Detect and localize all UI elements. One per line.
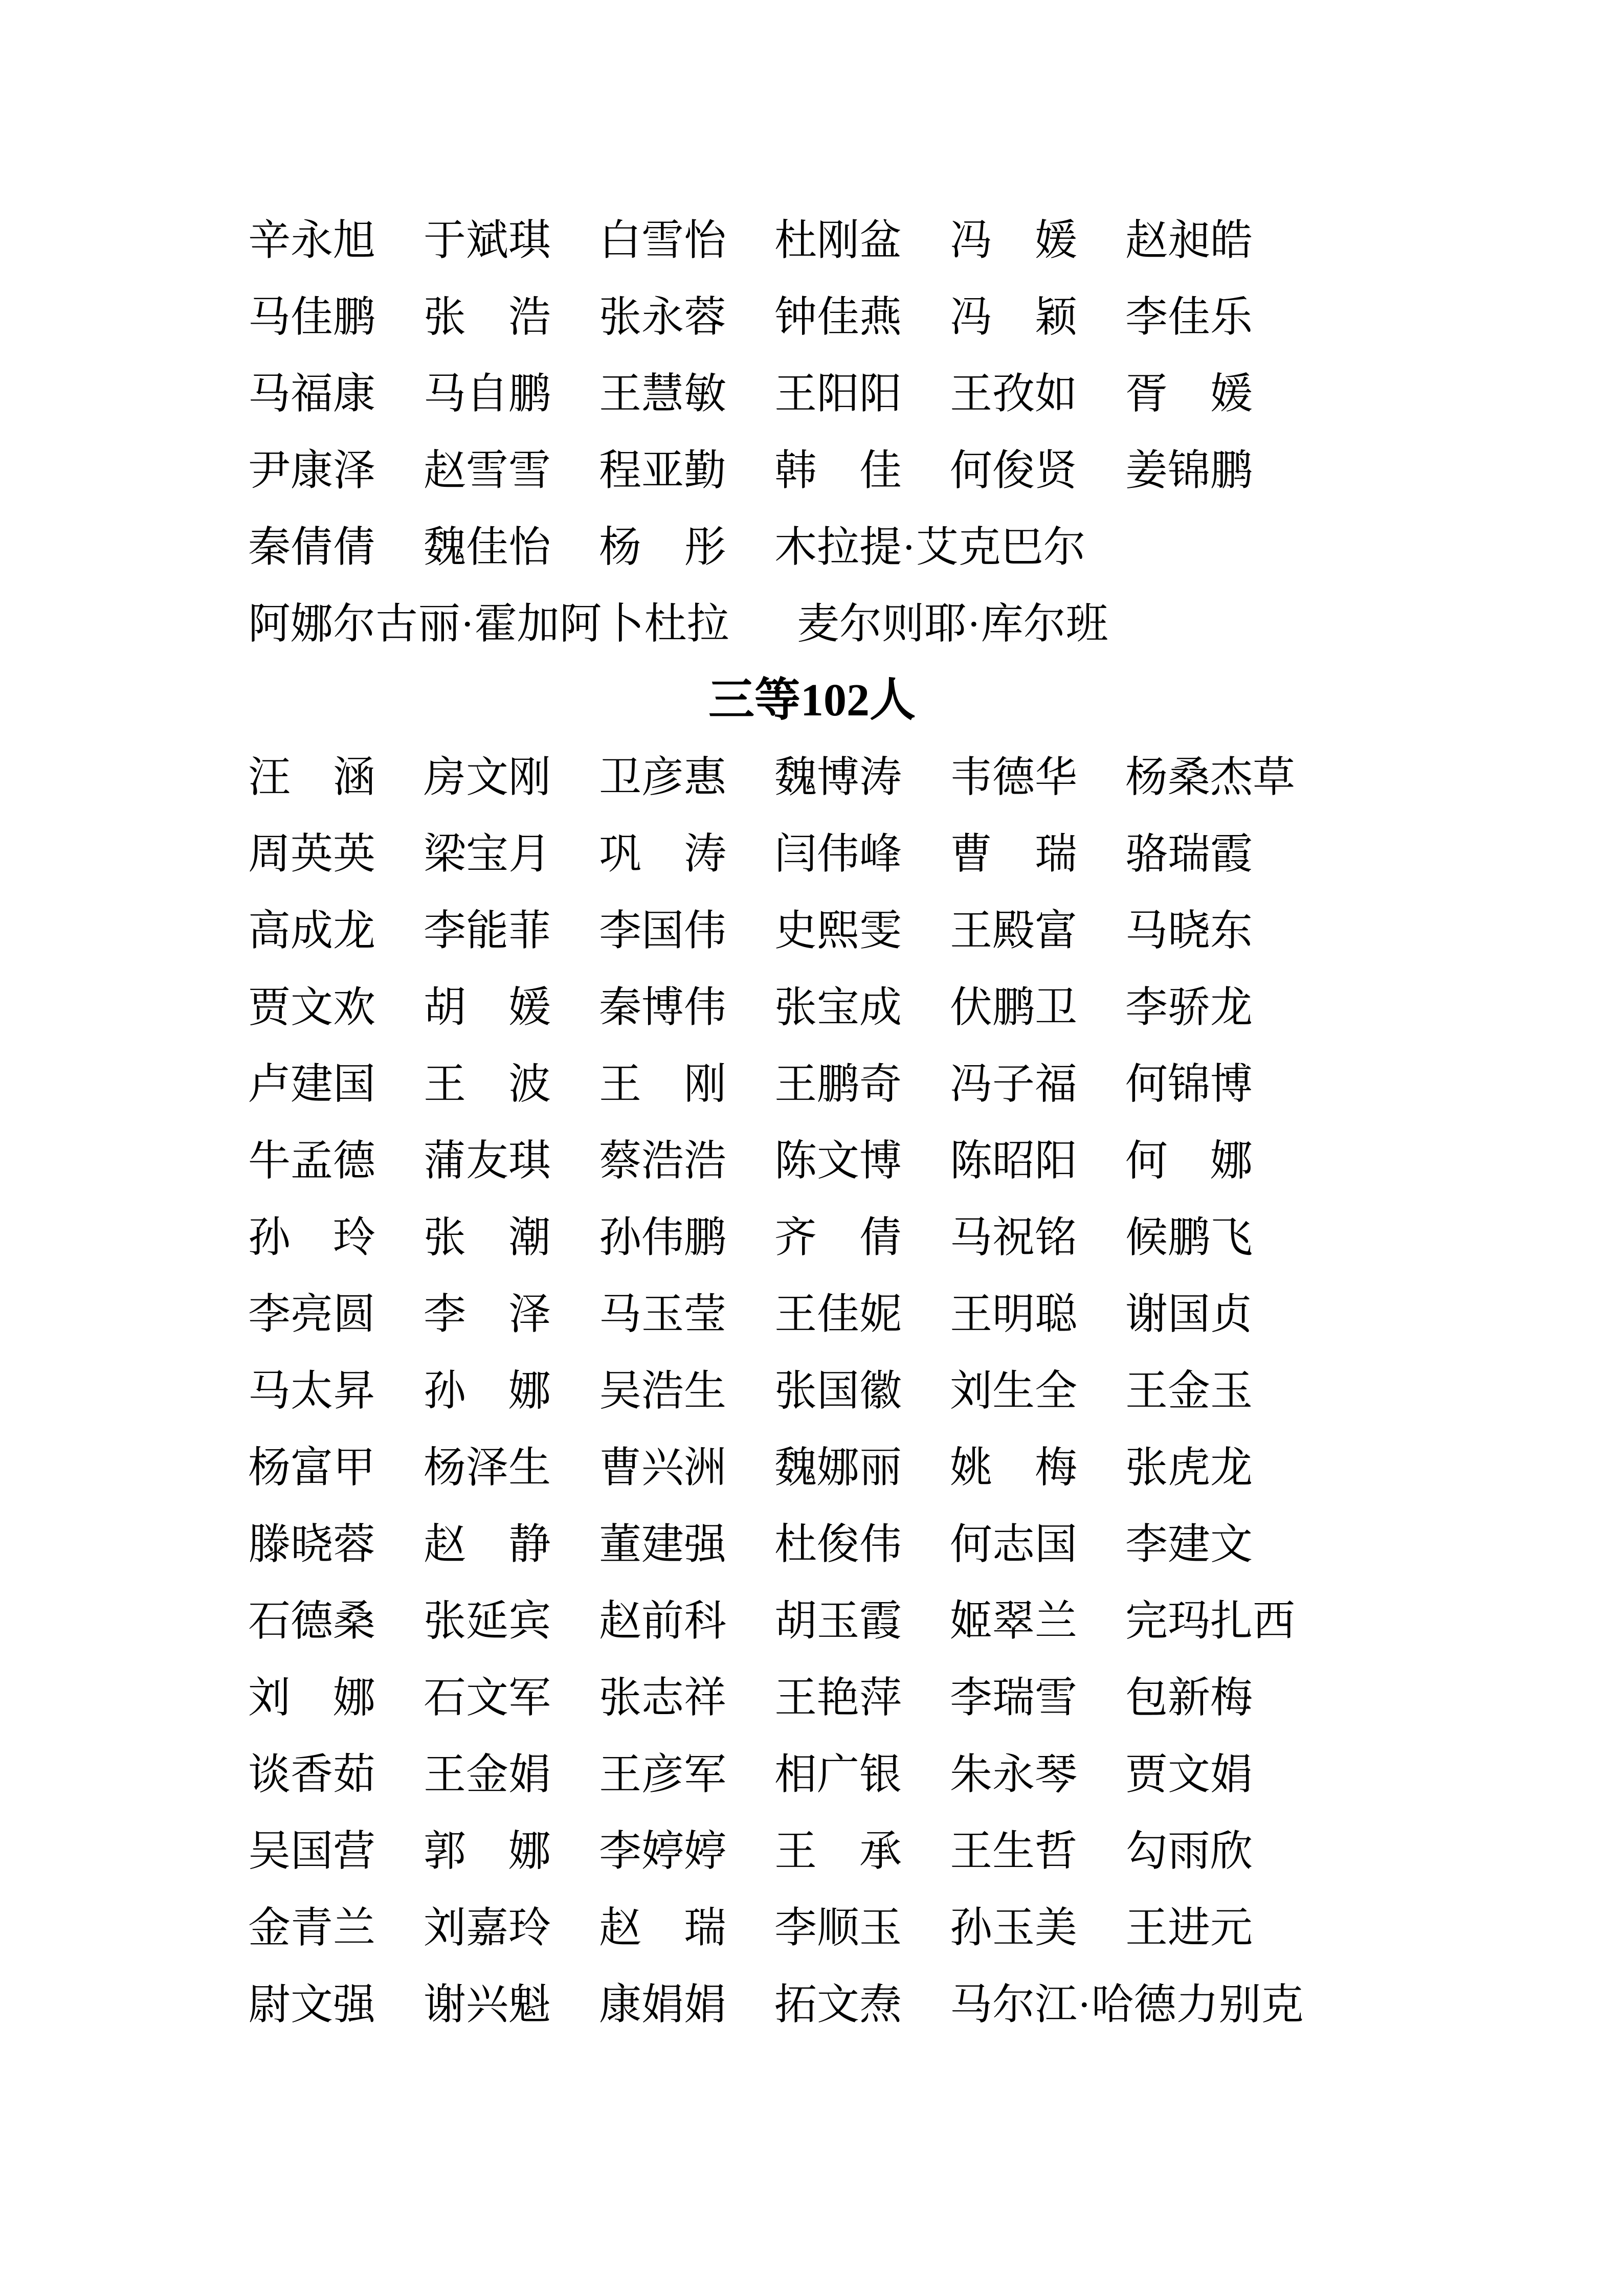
person-name: 牛孟德 [248,1137,375,1184]
name-row [0,739,1624,816]
person-name: 李国伟 [599,907,726,954]
name-row [0,1199,1624,1276]
person-name: 刘 娜 [248,1674,375,1721]
person-name: 姬翠兰 [950,1597,1077,1645]
person-name: 刘嘉玲 [424,1904,551,1951]
name-row [0,1506,1624,1583]
person-name: 马太昇 [248,1367,375,1414]
person-name: 包新梅 [1125,1674,1253,1721]
name-row [0,1276,1624,1353]
person-name: 杨 彤 [599,524,726,571]
person-name: 胥 媛 [1125,370,1253,417]
person-name: 史熙雯 [774,907,902,954]
person-name: 魏娜丽 [774,1444,902,1491]
person-name: 房文刚 [424,754,551,801]
person-name: 杨富甲 [248,1444,375,1491]
name-row [0,1122,1624,1199]
person-name: 滕晓蓉 [248,1521,375,1568]
person-name: 何志国 [950,1521,1077,1568]
person-name: 王彦军 [599,1751,726,1798]
person-name: 曹兴洲 [599,1444,726,1491]
person-name: 王艳萍 [774,1674,902,1721]
person-name: 王金娟 [424,1751,551,1798]
person-name: 孙玉美 [950,1904,1077,1951]
name-row [0,586,1624,662]
person-name: 马晓东 [1125,907,1253,954]
person-name: 勾雨欣 [1125,1828,1253,1875]
person-name: 张国徽 [774,1367,902,1414]
person-name: 马福康 [248,370,375,417]
person-name: 贾文娟 [1125,1751,1253,1798]
person-name: 韦德华 [950,754,1077,801]
person-name: 陈文博 [774,1137,902,1184]
name-row [0,1659,1624,1736]
name-row [0,1813,1624,1889]
person-name: 王 刚 [599,1061,726,1108]
person-name: 张宝成 [774,984,902,1031]
person-name: 王阳阳 [774,370,902,417]
name-row [0,432,1624,509]
person-name: 李婷婷 [599,1828,726,1875]
person-name: 王孜如 [950,370,1077,417]
person-name: 蔡浩浩 [599,1137,726,1184]
name-row [0,1583,1624,1659]
person-name: 谢兴魁 [424,1981,551,2028]
name-row [0,1429,1624,1506]
person-name: 赵昶皓 [1125,217,1253,264]
person-name: 金青兰 [248,1904,375,1951]
person-name: 姜锦鹏 [1125,447,1253,494]
person-name: 秦倩倩 [248,524,375,571]
person-name: 康娟娟 [599,1981,726,2028]
person-name: 董建强 [599,1521,726,1568]
person-name: 王生哲 [950,1828,1077,1875]
person-name: 钟佳燕 [774,294,902,341]
person-name: 冯 媛 [950,217,1077,264]
person-name: 胡 媛 [424,984,551,1031]
person-name: 马佳鹏 [248,294,375,341]
person-name: 冯 颖 [950,294,1077,341]
name-row [0,355,1624,432]
person-name: 冯子福 [950,1061,1077,1108]
person-name: 完玛扎西 [1125,1597,1295,1645]
person-name: 尉文强 [248,1981,375,2028]
person-name: 王佳妮 [774,1291,902,1338]
person-name: 赵前科 [599,1597,726,1645]
person-name: 何 娜 [1125,1137,1253,1184]
person-name: 谢国贞 [1125,1291,1253,1338]
person-name: 赵雪雪 [424,447,551,494]
person-name: 赵 瑞 [599,1904,726,1951]
person-name: 张 潮 [424,1214,551,1261]
person-name: 魏佳怡 [424,524,551,571]
person-name: 王殿富 [950,907,1077,954]
person-name: 王 承 [774,1828,902,1875]
person-name: 拓文焘 [774,1981,902,2028]
person-name: 李亮圆 [248,1291,375,1338]
person-name: 李瑞雪 [950,1674,1077,1721]
person-name: 孙伟鹏 [599,1214,726,1261]
person-name: 杨泽生 [424,1444,551,1491]
person-name: 王进元 [1125,1904,1253,1951]
name-row [0,1889,1624,1966]
person-name: 王明聪 [950,1291,1077,1338]
name-row [0,279,1624,355]
person-name: 张延宾 [424,1597,551,1645]
person-name: 张 浩 [424,294,551,341]
person-name: 吴浩生 [599,1367,726,1414]
person-name: 王 波 [424,1061,551,1108]
person-name: 何俊贤 [950,447,1077,494]
person-name: 韩 佳 [774,447,902,494]
person-name: 马自鹏 [424,370,551,417]
person-name: 李佳乐 [1125,294,1253,341]
person-name: 王鹏奇 [774,1061,902,1108]
person-name: 汪 涵 [248,754,375,801]
name-row [0,1046,1624,1122]
name-row [0,969,1624,1046]
person-name: 骆瑞霞 [1125,830,1253,877]
person-name: 胡玉霞 [774,1597,902,1645]
person-name: 阿娜尔古丽·霍加阿卜杜拉 [248,600,729,647]
person-name: 张永蓉 [599,294,726,341]
person-name: 郭 娜 [424,1828,551,1875]
person-name: 杨桑杰草 [1125,754,1295,801]
person-name: 于斌琪 [424,217,551,264]
person-name: 姚 梅 [950,1444,1077,1491]
person-name: 蒲友琪 [424,1137,551,1184]
person-name: 李建文 [1125,1521,1253,1568]
person-name: 麦尔则耶·库尔班 [797,600,1108,647]
person-name: 杜俊伟 [774,1521,902,1568]
person-name: 程亚勤 [599,447,726,494]
person-name: 马尔江·哈德力别克 [950,1981,1304,2028]
person-name: 王慧敏 [599,370,726,417]
person-name: 孙 娜 [424,1367,551,1414]
person-name: 尹康泽 [248,447,375,494]
person-name: 巩 涛 [599,830,726,877]
person-name: 卢建国 [248,1061,375,1108]
person-name: 王金玉 [1125,1367,1253,1414]
person-name: 李 泽 [424,1291,551,1338]
person-name: 白雪怡 [599,217,726,264]
person-name: 马玉莹 [599,1291,726,1338]
person-name: 刘生全 [950,1367,1077,1414]
person-name: 相广银 [774,1751,902,1798]
person-name: 卫彦惠 [599,754,726,801]
person-name: 张志祥 [599,1674,726,1721]
name-row [0,509,1624,586]
person-name: 杜刚盆 [774,217,902,264]
person-name: 秦博伟 [599,984,726,1031]
person-name: 辛永旭 [248,217,375,264]
person-name: 闫伟峰 [774,830,902,877]
person-name: 陈昭阳 [950,1137,1077,1184]
person-name: 石文军 [424,1674,551,1721]
person-name: 孙 玲 [248,1214,375,1261]
person-name: 何锦博 [1125,1061,1253,1108]
person-name: 李骄龙 [1125,984,1253,1031]
person-name: 梁宝月 [424,830,551,877]
person-name: 李能菲 [424,907,551,954]
name-row [0,1353,1624,1429]
person-name: 齐 倩 [774,1214,902,1261]
person-name: 伏鹏卫 [950,984,1077,1031]
name-row [0,816,1624,892]
person-name: 周英英 [248,830,375,877]
person-name: 候鹏飞 [1125,1214,1253,1261]
person-name: 高成龙 [248,907,375,954]
person-name: 马祝铭 [950,1214,1077,1261]
person-name: 魏博涛 [774,754,902,801]
name-row [0,202,1624,279]
name-row [0,892,1624,969]
person-name: 石德桑 [248,1597,375,1645]
person-name: 贾文欢 [248,984,375,1031]
person-name: 李顺玉 [774,1904,902,1951]
name-row [0,1736,1624,1813]
person-name: 吴国营 [248,1828,375,1875]
name-row [0,1966,1624,2043]
person-name: 朱永琴 [950,1751,1077,1798]
person-name: 谈香茹 [248,1751,375,1798]
person-name: 赵 静 [424,1521,551,1568]
person-name: 张虎龙 [1125,1444,1253,1491]
person-name: 木拉提·艾克巴尔 [774,524,1086,571]
section-heading: 三等102人 [708,675,916,726]
person-name: 曹 瑞 [950,830,1077,877]
